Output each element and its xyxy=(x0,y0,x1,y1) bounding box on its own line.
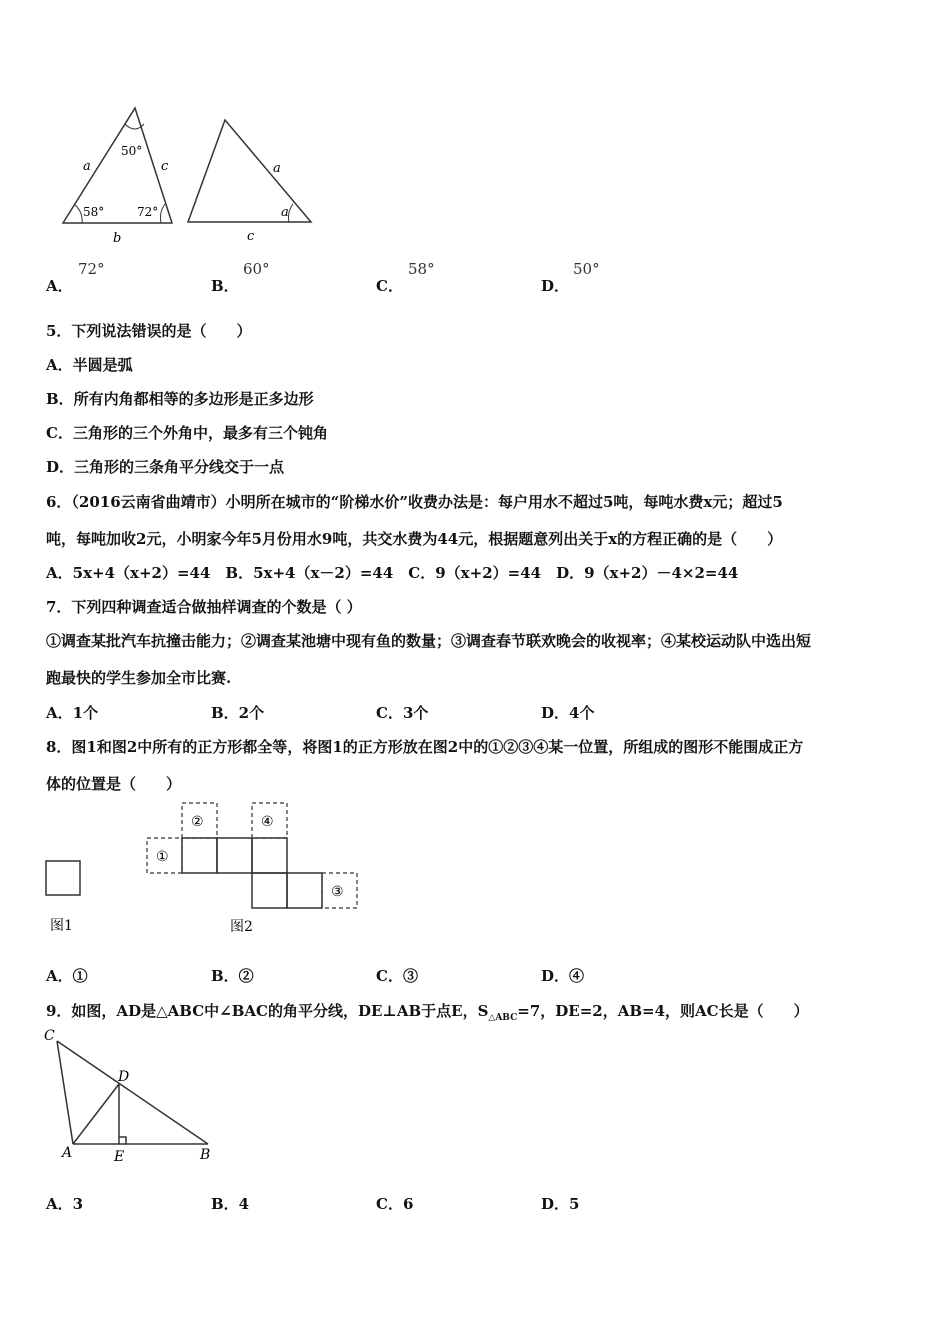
q4-triangles-svg xyxy=(55,100,325,250)
q4-figure xyxy=(55,100,325,254)
q8-option-a: A．① xyxy=(46,967,88,985)
q4-option-a-value: 72° xyxy=(78,260,105,278)
label-c: C xyxy=(44,1028,55,1044)
q8-stem-line1: 8．图1和图2中所有的正方形都全等，将图1的正方形放在图2中的①②③④某一位置，所组成的图形不能围成正方 xyxy=(46,738,804,756)
q5-stem: 5．下列说法错误的是（ ） xyxy=(46,322,252,340)
q6-options: A．5x+4（x+2）=44 B．5x+4（x－2）=44 C．9（x+2）=44 D．9（x+2）－4×2=44 xyxy=(46,564,739,582)
right-angle-mark xyxy=(119,1137,126,1144)
q8-squares-svg xyxy=(40,798,370,943)
fig2-net xyxy=(182,838,322,908)
mark-2: ② xyxy=(191,814,204,830)
q8-figure xyxy=(40,798,370,947)
q8-option-b: B．② xyxy=(211,967,254,985)
fig1-caption: 图1 xyxy=(50,918,73,934)
net-square xyxy=(287,873,322,908)
mark-3: ③ xyxy=(331,884,344,900)
net-square xyxy=(252,838,287,873)
q4-option-d-label: D． xyxy=(541,277,570,295)
q7-option-b: B．2个 xyxy=(211,704,265,722)
q9-stem-subscript: △ABC xyxy=(488,1013,518,1023)
tri1-right-angle: 72° xyxy=(137,205,159,219)
q9-option-b: B．4 xyxy=(211,1195,250,1213)
q4-option-c-value: 58° xyxy=(408,260,435,278)
tri2-angle-arc xyxy=(289,204,294,222)
q5-option-d: D．三角形的三条角平分线交于一点 xyxy=(46,458,285,476)
triangle-2 xyxy=(188,120,311,222)
q9-lines xyxy=(57,1041,208,1144)
q5-option-c: C．三角形的三个外角中，最多有三个钝角 xyxy=(46,424,328,442)
tri2-side-c: c xyxy=(247,229,255,244)
q7-line1: ①调查某批汽车抗撞击能力；②调查某池塘中现有鱼的数量；③调查春节联欢晚会的收视率；④某校运动队中选出短 xyxy=(46,632,812,650)
label-a: A xyxy=(62,1145,73,1161)
fig2-caption: 图2 xyxy=(230,919,253,935)
tri1-c: c xyxy=(161,159,169,174)
q6-stem-line1: 6．（2016云南省曲靖市）小明所在城市的“阶梯水价”收费办法是：每户用水不超过5吨，每吨水费x元；超过5 xyxy=(46,493,783,511)
tri2-angle-a: a xyxy=(281,205,289,220)
q9-stem-part2: =7，DE=2，AB=4，则AC长是（ ） xyxy=(517,1002,809,1020)
angle-arc-right xyxy=(161,204,166,223)
q9-option-c: C．6 xyxy=(376,1195,414,1213)
label-b: B xyxy=(200,1147,211,1163)
q7-option-d: D．4个 xyxy=(541,704,595,722)
mark-1: ① xyxy=(156,849,169,865)
bisector-ad xyxy=(73,1084,119,1144)
side-cb xyxy=(57,1041,208,1144)
q8-option-d: D．④ xyxy=(541,967,585,985)
net-square xyxy=(182,838,217,873)
tri1-a: a xyxy=(83,159,91,174)
q4-option-b-label: B． xyxy=(211,277,239,295)
label-d: D xyxy=(118,1069,130,1085)
angle-arc-left xyxy=(75,205,82,223)
fig1-square xyxy=(46,861,80,895)
tri1-left-angle: 58° xyxy=(83,205,105,219)
mark-4: ④ xyxy=(261,814,274,830)
q7-option-a: A．1个 xyxy=(46,704,99,722)
q9-triangle-svg xyxy=(40,1025,230,1170)
q4-option-d-value: 50° xyxy=(573,260,600,278)
q6-stem-line2: 吨，每吨加收2元，小明家今年5月份用水9吨，共交水费为44元，根据题意列出关于x的方程正确的是（ ） xyxy=(46,530,783,548)
q9-stem xyxy=(46,1000,809,1023)
tri1-b: b xyxy=(113,231,122,246)
q9-stem-part1: 9．如图，AD是△ABC中∠BAC的角平分线，DE⊥AB于点E，S xyxy=(46,1002,489,1020)
q8-option-c: C．③ xyxy=(376,967,418,985)
q7-option-c: C．3个 xyxy=(376,704,429,722)
q4-option-c-label: C． xyxy=(376,277,403,295)
label-e: E xyxy=(114,1149,125,1165)
q9-figure xyxy=(40,1025,230,1174)
q4-option-b-value: 60° xyxy=(243,260,270,278)
q9-option-a: A．3 xyxy=(46,1195,84,1213)
tri1-top-angle: 50° xyxy=(121,144,143,158)
net-square xyxy=(217,838,252,873)
q7-line2: 跑最快的学生参加全市比赛. xyxy=(46,669,232,687)
q9-option-d: D．5 xyxy=(541,1195,580,1213)
q8-stem-line2: 体的位置是（ ） xyxy=(46,775,182,793)
q5-option-b: B．所有内角都相等的多边形是正多边形 xyxy=(46,390,314,408)
q7-stem: 7．下列四种调查适合做抽样调查的个数是（ ） xyxy=(46,598,362,616)
q5-option-a: A．半圆是弧 xyxy=(46,356,133,374)
side-ac xyxy=(57,1041,73,1144)
q4-option-a-label: A． xyxy=(46,277,73,295)
tri2-side-a: a xyxy=(273,161,281,176)
net-square xyxy=(252,873,287,908)
